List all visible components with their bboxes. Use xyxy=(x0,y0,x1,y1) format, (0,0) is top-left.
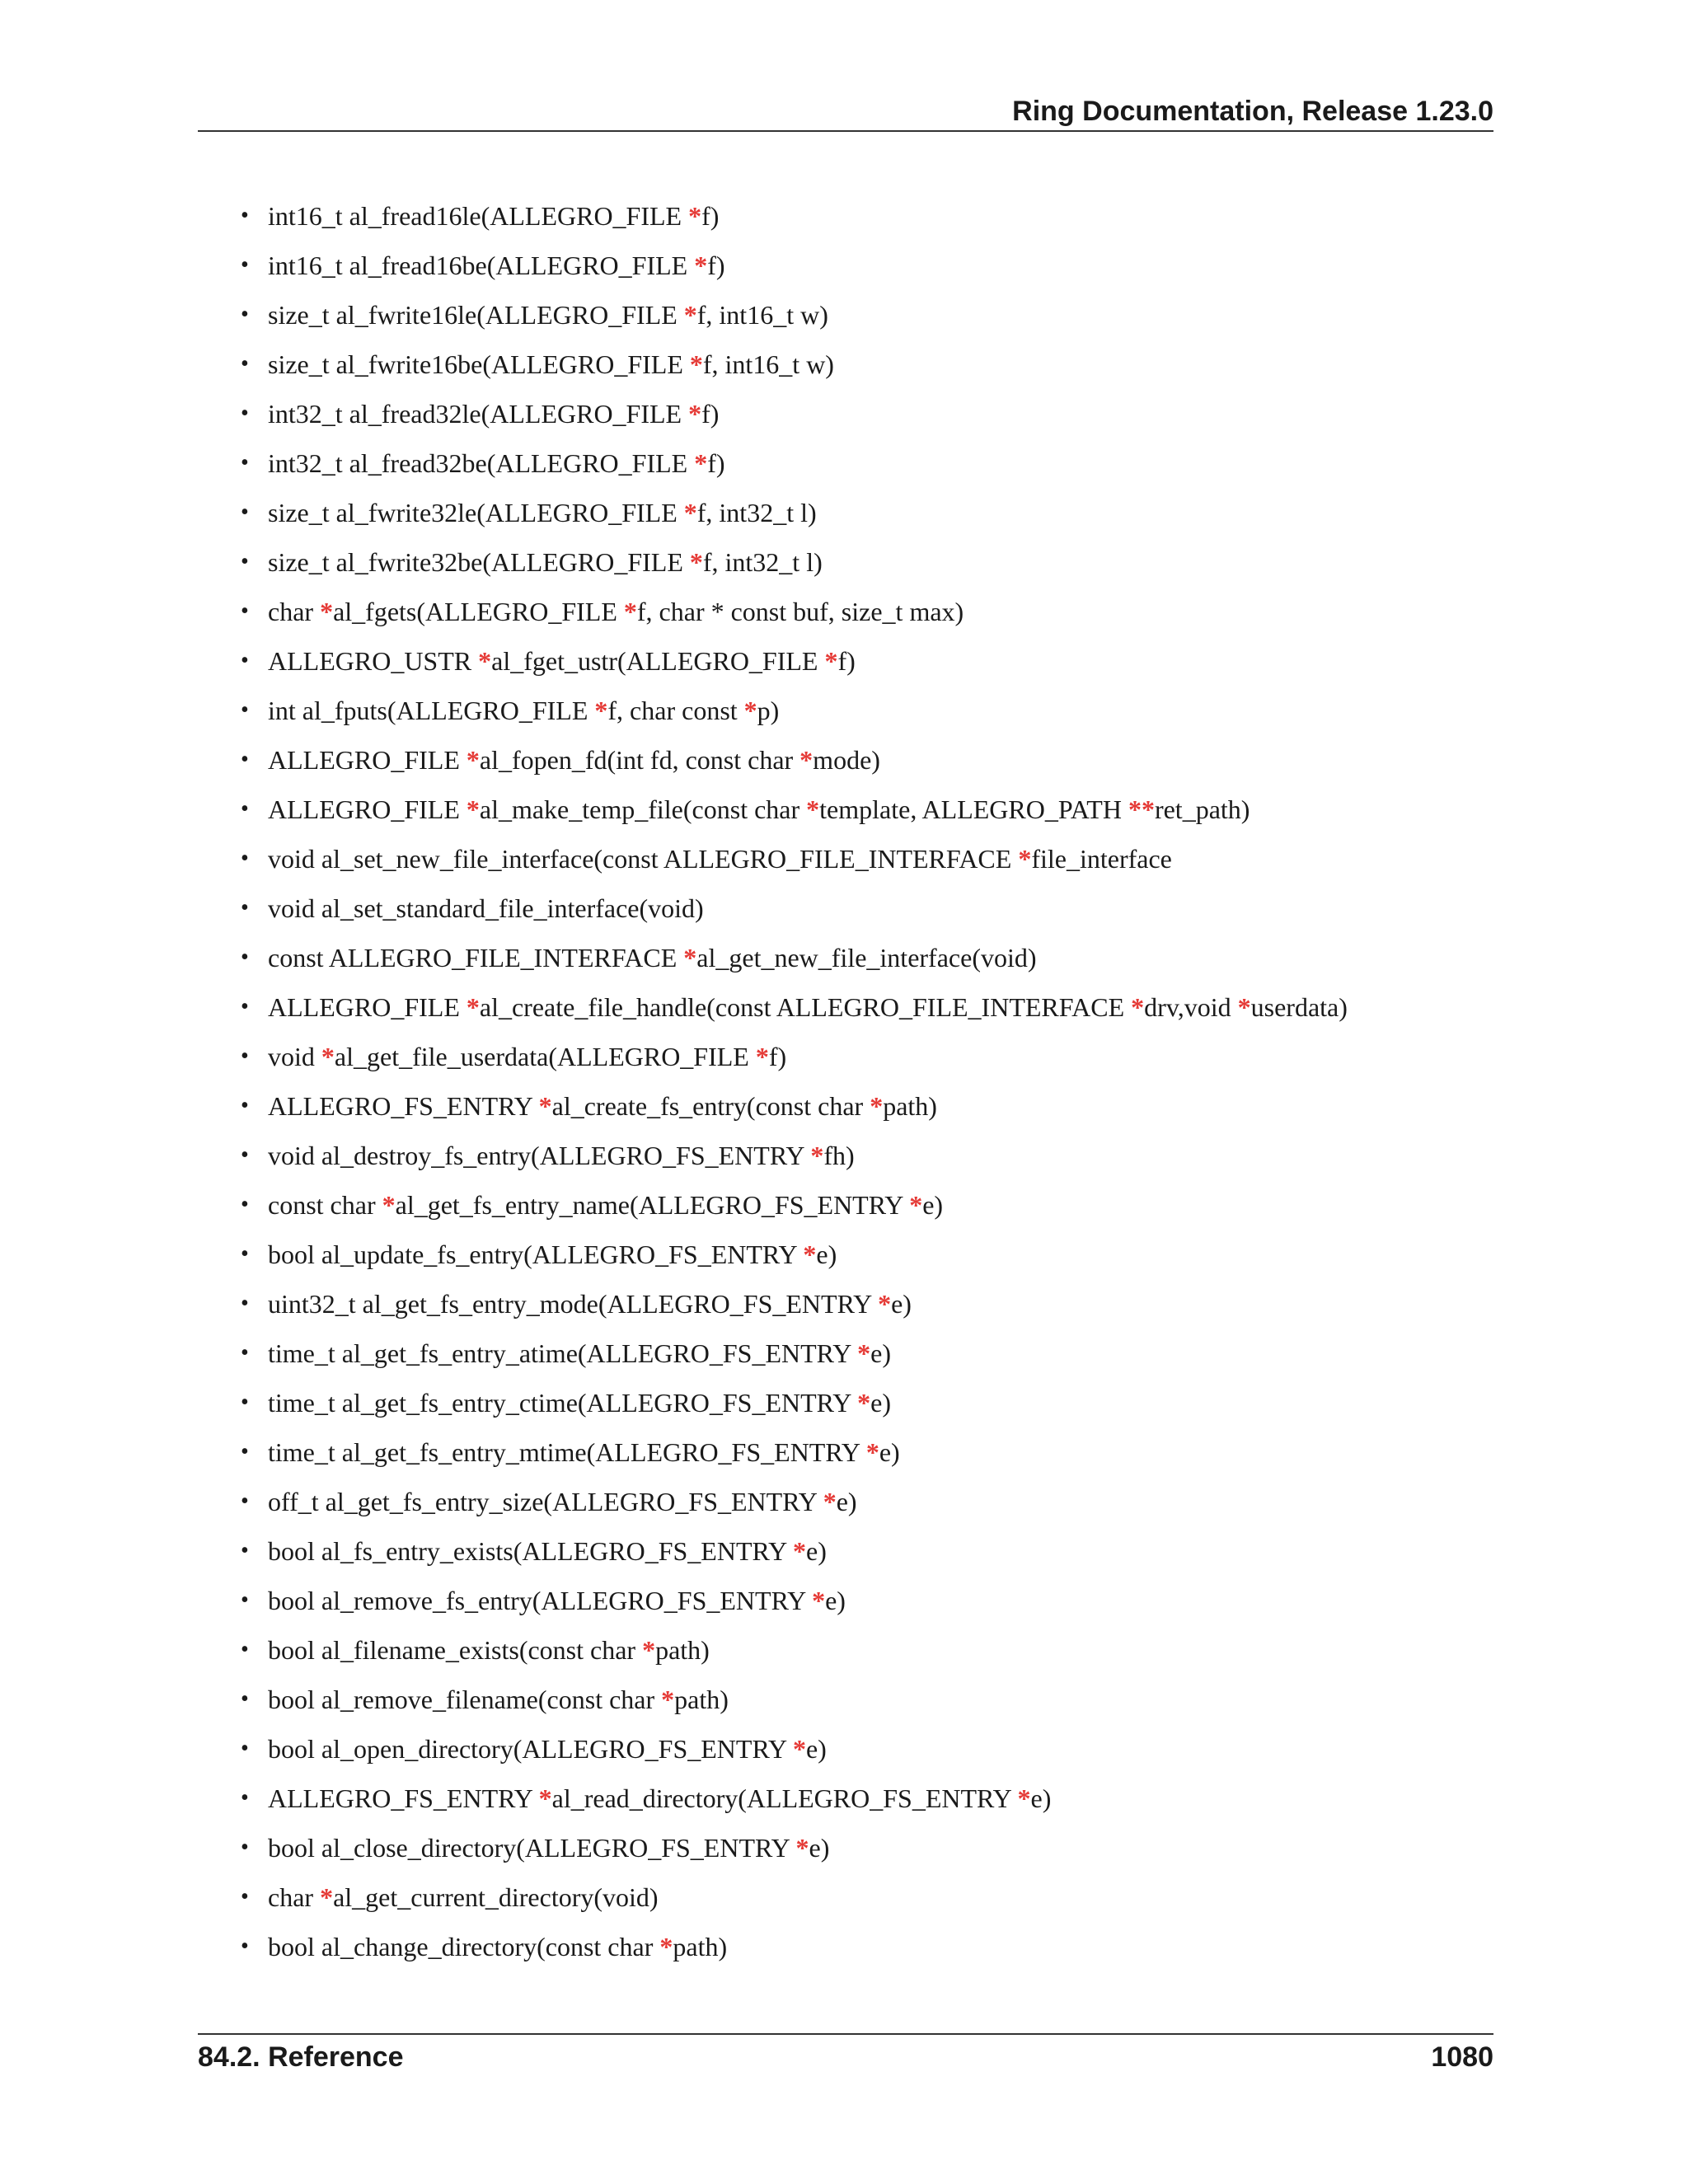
list-item xyxy=(241,936,1493,986)
function-signature: uint32_t al_get_fs_entry_mode(ALLEGRO_FS_ENTRY *e) xyxy=(268,1289,912,1319)
function-signature: char *al_get_current_directory(void) xyxy=(268,1882,659,1912)
list-item xyxy=(241,244,1493,293)
bullet-icon: • xyxy=(241,1686,249,1712)
list-item xyxy=(241,1381,1493,1431)
function-list xyxy=(241,194,1493,1975)
bullet-icon: • xyxy=(241,1933,249,1959)
list-item xyxy=(241,788,1493,837)
bullet-icon: • xyxy=(241,846,249,871)
list-item xyxy=(241,293,1493,343)
list-item xyxy=(241,1431,1493,1480)
bullet-icon: • xyxy=(241,1538,249,1563)
bullet-icon: • xyxy=(241,450,249,476)
list-item xyxy=(241,343,1493,392)
list-item xyxy=(241,1530,1493,1579)
list-item xyxy=(241,837,1493,887)
list-item xyxy=(241,1629,1493,1678)
function-signature: off_t al_get_fs_entry_size(ALLEGRO_FS_ENTRY *e) xyxy=(268,1487,857,1516)
list-item xyxy=(241,1233,1493,1282)
function-signature: size_t al_fwrite32be(ALLEGRO_FILE *f, int32_t l) xyxy=(268,547,823,577)
function-signature: int16_t al_fread16le(ALLEGRO_FILE *f) xyxy=(268,201,720,231)
list-item xyxy=(241,689,1493,738)
function-signature: void al_destroy_fs_entry(ALLEGRO_FS_ENTRY *fh) xyxy=(268,1141,855,1170)
list-item xyxy=(241,442,1493,491)
function-signature: ALLEGRO_FILE *al_fopen_fd(int fd, const char *mode) xyxy=(268,745,880,775)
bullet-icon: • xyxy=(241,1390,249,1415)
bullet-icon: • xyxy=(241,895,249,921)
bullet-icon: • xyxy=(241,1488,249,1514)
function-signature: ALLEGRO_USTR *al_fget_ustr(ALLEGRO_FILE *f) xyxy=(268,646,856,676)
function-signature: bool al_close_directory(ALLEGRO_FS_ENTRY *e) xyxy=(268,1833,830,1863)
bullet-icon: • xyxy=(241,401,249,426)
list-item xyxy=(241,194,1493,244)
bullet-icon: • xyxy=(241,747,249,772)
bullet-icon: • xyxy=(241,1736,249,1761)
bullet-icon: • xyxy=(241,499,249,525)
bullet-icon: • xyxy=(241,203,249,228)
document-title: Ring Documentation, Release 1.23.0 xyxy=(1012,96,1493,127)
function-signature: void al_set_standard_file_interface(void) xyxy=(268,893,704,923)
function-signature: ALLEGRO_FS_ENTRY *al_read_directory(ALLEGRO_FS_ENTRY *e) xyxy=(268,1783,1052,1813)
list-item xyxy=(241,887,1493,936)
list-item xyxy=(241,640,1493,689)
function-signature: size_t al_fwrite16le(ALLEGRO_FILE *f, int16_t w) xyxy=(268,300,828,330)
list-item xyxy=(241,738,1493,788)
function-signature: time_t al_get_fs_entry_mtime(ALLEGRO_FS_ENTRY *e) xyxy=(268,1437,900,1467)
bullet-icon: • xyxy=(241,994,249,1019)
list-item xyxy=(241,1332,1493,1381)
bullet-icon: • xyxy=(241,598,249,624)
list-item xyxy=(241,590,1493,640)
function-signature: bool al_remove_filename(const char *path) xyxy=(268,1685,729,1714)
bullet-icon: • xyxy=(241,1835,249,1860)
function-signature: void *al_get_file_userdata(ALLEGRO_FILE *f) xyxy=(268,1042,787,1071)
function-signature: bool al_fs_entry_exists(ALLEGRO_FS_ENTRY *e) xyxy=(268,1536,827,1566)
function-signature: size_t al_fwrite16be(ALLEGRO_FILE *f, int16_t w) xyxy=(268,349,834,379)
page-footer xyxy=(198,2033,1493,2084)
bullet-icon: • xyxy=(241,1241,249,1267)
function-signature: ALLEGRO_FILE *al_create_file_handle(const ALLEGRO_FILE_INTERFACE *drv,void *userdata) xyxy=(268,992,1348,1022)
bullet-icon: • xyxy=(241,1439,249,1465)
list-item xyxy=(241,1035,1493,1085)
bullet-icon: • xyxy=(241,1043,249,1069)
function-signature: bool al_update_fs_entry(ALLEGRO_FS_ENTRY *e) xyxy=(268,1240,837,1269)
bullet-icon: • xyxy=(241,351,249,377)
list-item xyxy=(241,1282,1493,1332)
list-item xyxy=(241,1876,1493,1925)
function-signature: ALLEGRO_FS_ENTRY *al_create_fs_entry(const char *path) xyxy=(268,1091,937,1121)
list-item xyxy=(241,392,1493,442)
function-signature: bool al_change_directory(const char *path) xyxy=(268,1932,728,1961)
function-signature: int32_t al_fread32be(ALLEGRO_FILE *f) xyxy=(268,448,725,478)
bullet-icon: • xyxy=(241,796,249,822)
list-item xyxy=(241,1777,1493,1826)
function-signature: bool al_open_directory(ALLEGRO_FS_ENTRY *e) xyxy=(268,1734,827,1764)
list-item xyxy=(241,541,1493,590)
bullet-icon: • xyxy=(241,697,249,723)
function-signature: const ALLEGRO_FILE_INTERFACE *al_get_new_file_interface(void) xyxy=(268,943,1037,972)
bullet-icon: • xyxy=(241,1192,249,1217)
function-signature: int16_t al_fread16be(ALLEGRO_FILE *f) xyxy=(268,251,725,280)
function-signature: time_t al_get_fs_entry_ctime(ALLEGRO_FS_ENTRY *e) xyxy=(268,1388,892,1418)
section-title: 84.2. Reference xyxy=(198,2041,404,2073)
function-signature: int al_fputs(ALLEGRO_FILE *f, char const *p) xyxy=(268,696,780,725)
list-item xyxy=(241,986,1493,1035)
bullet-icon: • xyxy=(241,1785,249,1811)
list-item xyxy=(241,1480,1493,1530)
page-header xyxy=(198,89,1493,132)
bullet-icon: • xyxy=(241,1884,249,1910)
bullet-icon: • xyxy=(241,1093,249,1118)
function-signature: void al_set_new_file_interface(const ALLEGRO_FILE_INTERFACE *file_interface xyxy=(268,844,1172,874)
page-number: 1080 xyxy=(1431,2041,1493,2073)
bullet-icon: • xyxy=(241,1291,249,1316)
list-item xyxy=(241,1925,1493,1975)
function-signature: int32_t al_fread32le(ALLEGRO_FILE *f) xyxy=(268,399,720,429)
list-item xyxy=(241,1085,1493,1134)
list-item xyxy=(241,491,1493,541)
bullet-icon: • xyxy=(241,302,249,327)
bullet-icon: • xyxy=(241,944,249,970)
bullet-icon: • xyxy=(241,549,249,574)
bullet-icon: • xyxy=(241,1587,249,1613)
bullet-icon: • xyxy=(241,1142,249,1168)
list-item xyxy=(241,1678,1493,1727)
function-signature: const char *al_get_fs_entry_name(ALLEGRO_FS_ENTRY *e) xyxy=(268,1190,944,1220)
function-list-container xyxy=(241,194,1493,1975)
function-signature: bool al_filename_exists(const char *path) xyxy=(268,1635,710,1665)
list-item xyxy=(241,1579,1493,1629)
list-item xyxy=(241,1826,1493,1876)
list-item xyxy=(241,1727,1493,1777)
bullet-icon: • xyxy=(241,1637,249,1662)
function-signature: size_t al_fwrite32le(ALLEGRO_FILE *f, int32_t l) xyxy=(268,498,817,527)
list-item xyxy=(241,1183,1493,1233)
function-signature: ALLEGRO_FILE *al_make_temp_file(const char *template, ALLEGRO_PATH **ret_path) xyxy=(268,794,1250,824)
function-signature: bool al_remove_fs_entry(ALLEGRO_FS_ENTRY *e) xyxy=(268,1586,846,1615)
bullet-icon: • xyxy=(241,648,249,673)
function-signature: char *al_fgets(ALLEGRO_FILE *f, char * const buf, size_t max) xyxy=(268,597,964,626)
bullet-icon: • xyxy=(241,1340,249,1366)
bullet-icon: • xyxy=(241,252,249,278)
function-signature: time_t al_get_fs_entry_atime(ALLEGRO_FS_ENTRY *e) xyxy=(268,1338,892,1368)
list-item xyxy=(241,1134,1493,1183)
